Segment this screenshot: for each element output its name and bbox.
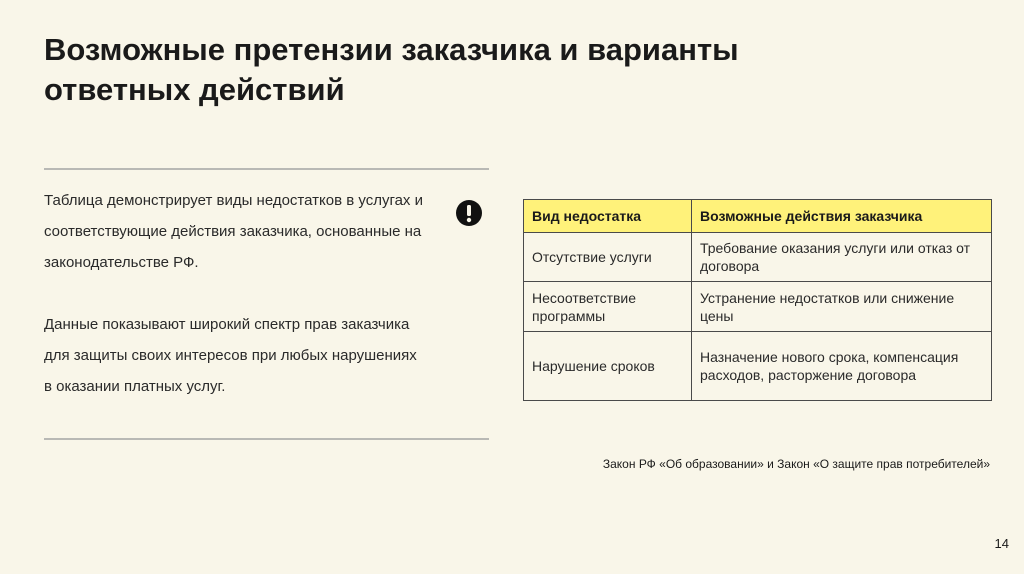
table-cell: Требование оказания услуги или отказ от договора [692,233,992,282]
description-paragraph-2: Данные показывают широкий спектр прав заказчика для защиты своих интересов при любых нарушениях в оказании платных услуг. [44,316,417,395]
source-note: Закон РФ «Об образовании» и Закон «О защите прав потребителей» [602,457,990,471]
slide-title: Возможные претензии заказчика и варианты ответных действий [44,32,739,107]
header-defect-type: Вид недостатка [524,200,692,233]
exclamation-circle-icon [455,199,483,227]
table-cell: Отсутствие услуги [524,233,692,282]
description-paragraph-1: Таблица демонстрирует виды недостатков в услугах и соответствующие действия заказчика, основанные на законодательстве РФ. [44,192,423,271]
bottom-divider [44,438,489,440]
table-row [524,282,992,332]
table-cell: Назначение нового срока, компенсация расходов, расторжение договора [692,332,992,401]
top-divider [44,168,489,170]
table-header-row [524,200,992,233]
table-row [524,332,992,401]
table-row [524,233,992,282]
header-customer-actions: Возможные действия заказчика [692,200,992,233]
claims-table [523,199,992,401]
table-cell: Несоответствие программы [524,282,692,332]
table-cell: Нарушение сроков [524,332,692,401]
table-cell: Устранение недостатков или снижение цены [692,282,992,332]
page-number: 14 [994,536,1009,551]
